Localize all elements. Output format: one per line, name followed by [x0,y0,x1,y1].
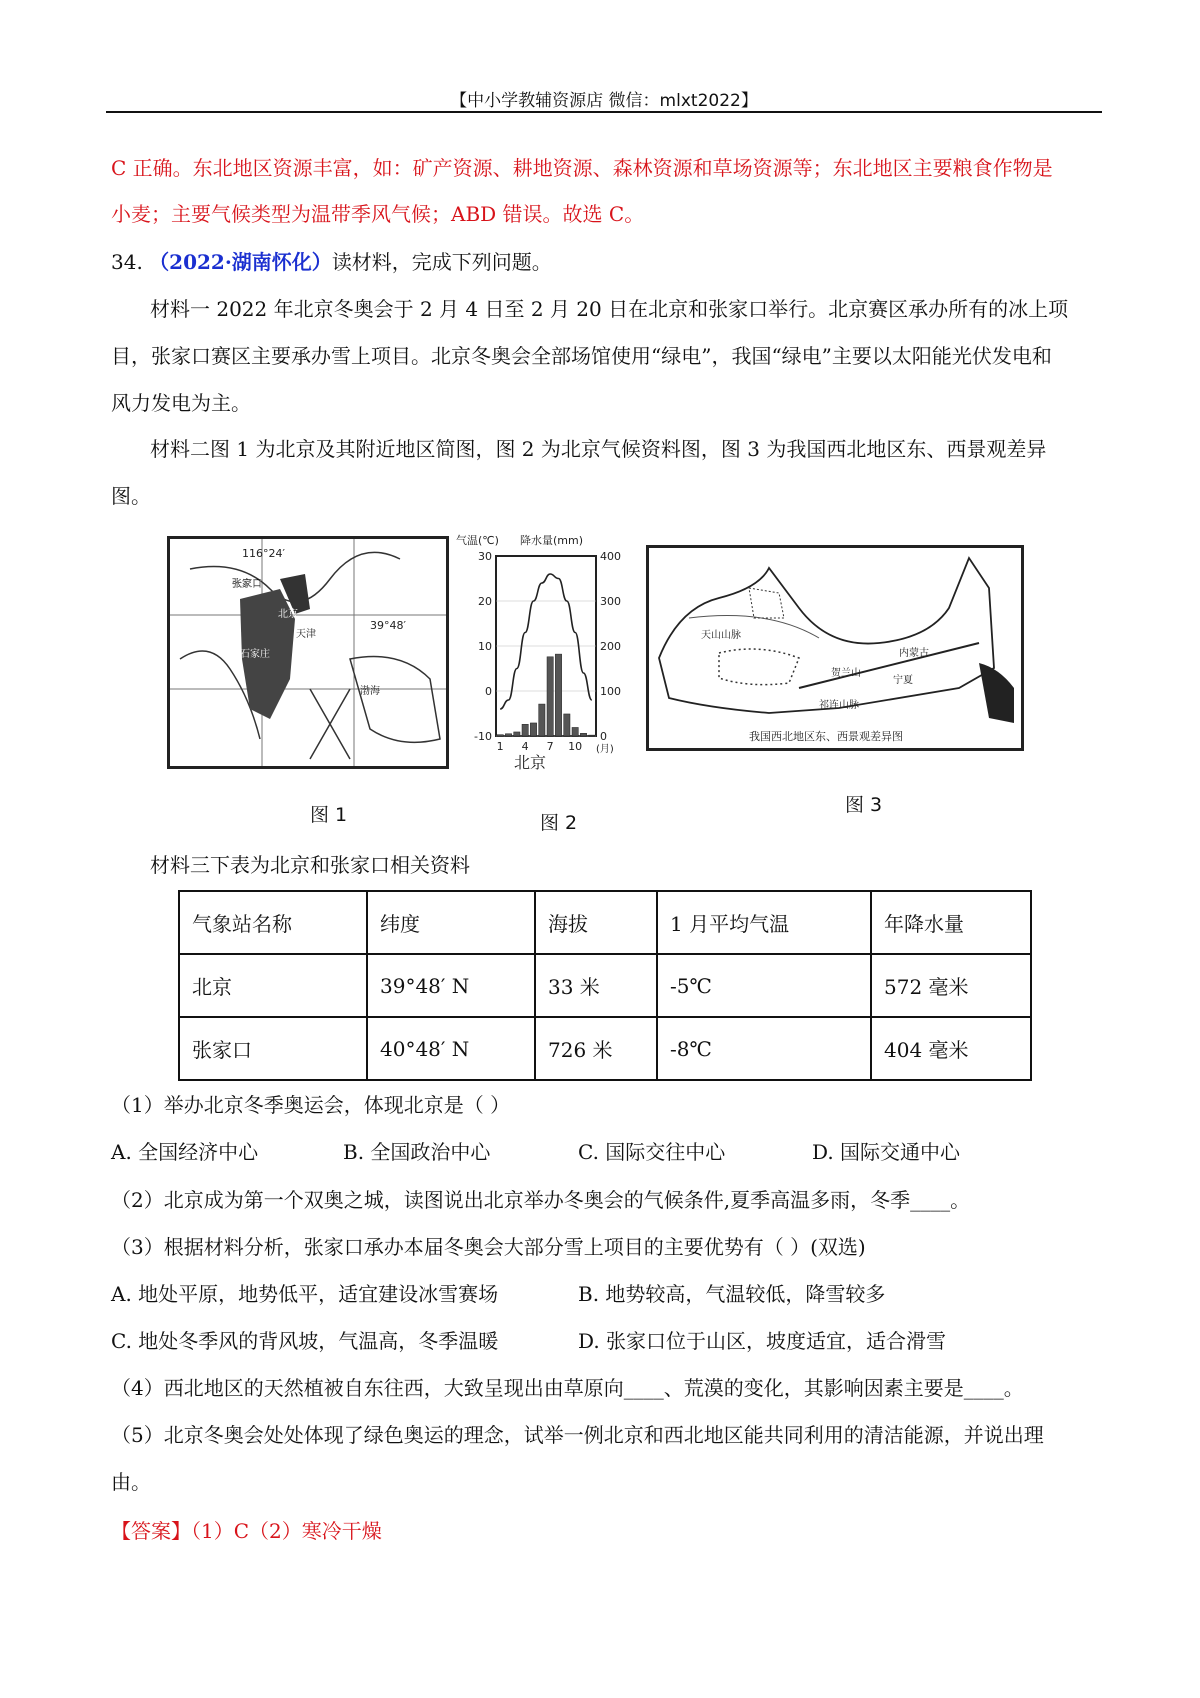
page-header: 【中小学教辅资源店 微信：mlxt2022】 [450,91,758,111]
precipitation-bar [589,735,595,736]
material3-intro: 材料三下表为北京和张家口相关资料 [150,853,470,877]
figure-3-map [646,545,1024,751]
chart-right-axis-title: 降水量(mm) [520,534,584,547]
table-header-cell: 年降水量 [871,891,1031,954]
chart-right-tick-label: 300 [600,595,621,608]
answer-text: （1）C（2）寒冷干燥 [191,1519,382,1543]
prev-answer-line-1: C 正确。东北地区资源丰富，如：矿产资源、耕地资源、森林资源和草场资源等；东北地区主要粮食作物是 [111,156,1053,180]
precipitation-bar [514,732,520,736]
climate-chart-svg [452,530,632,770]
chart-caption: 北京 [514,753,547,770]
precipitation-bar [580,733,586,736]
q1-option-c: C. 国际交往中心 [578,1140,726,1164]
chart-x-tick-label: 4 [521,740,529,753]
figure-3-place-2: 祁连山脉 [819,700,859,711]
precipitation-bar [497,735,503,736]
figure-3-label: 图 3 [845,794,883,816]
table-cell: -5℃ [657,954,871,1017]
figure-2-climate-chart [452,530,632,770]
answer-line [111,1516,382,1546]
table-cell: 726 米 [535,1017,657,1080]
chart-left-axis-title: 气温(℃) [456,534,499,547]
chart-x-tick-label: 7 [546,740,554,753]
precipitation-bar [505,734,511,736]
table-row [179,1017,1031,1080]
material1-line-1: 材料一 2022 年北京冬奥会于 2 月 4 日至 2 月 20 日在北京和张家口举行。北京赛区承办所有的冰上项 [150,297,1069,321]
chart-left-tick-label: -10 [474,730,492,743]
q2-text: （2）北京成为第一个双奥之城，读图说出北京举办冬奥会的气候条件,夏季高温多雨，冬季____。 [111,1188,971,1212]
answer-tag: 【答案】 [111,1519,191,1543]
q1-option-a: A. 全国经济中心 [111,1140,259,1164]
question-number: 34. [111,250,143,274]
q3-text: （3）根据材料分析，张家口承办本届冬奥会大部分雪上项目的主要优势有（ ）(双选) [111,1235,866,1259]
figure-1-place-2: 天津 [296,629,316,640]
chart-right-tick-label: 100 [600,685,621,698]
question-prompt: 读材料，完成下列问题。 [331,250,552,274]
chart-left-tick-label: 10 [478,640,492,653]
figure-3-place-4: 宁夏 [893,675,913,686]
q5-line-2: 由。 [111,1470,151,1494]
chart-right-tick-label: 0 [600,730,607,743]
question-heading [111,247,552,277]
chart-x-tick-label: 10 [568,740,583,753]
chart-right-tick-label: 200 [600,640,621,653]
q1-text: （1）举办北京冬季奥运会，体现北京是（ ） [111,1093,511,1117]
figure-1-place-3: 石家庄 [240,649,270,660]
figure-1-coord-latitude: 39°48′ [370,619,406,632]
precipitation-bar [522,724,528,736]
table-cell: 张家口 [179,1017,367,1080]
temperature-line [500,574,592,709]
table-cell: 40°48′ N [367,1017,535,1080]
material1-line-2: 目，张家口赛区主要承办雪上项目。北京冬奥会全部场馆使用“绿电”，我国“绿电”主要以太阳能光伏发电和 [111,344,1052,368]
chart-right-tick-label: 400 [600,550,621,563]
q3-option-b: B. 地势较高，气温较低，降雪较多 [578,1282,886,1306]
figure-1-map [167,536,449,769]
q1-option-b: B. 全国政治中心 [343,1140,491,1164]
table-cell: 33 米 [535,954,657,1017]
table-header-row [179,891,1031,954]
material1-line-3: 风力发电为主。 [111,391,251,415]
material2-line-1: 材料二图 1 为北京及其附近地区简图，图 2 为北京气候资料图，图 3 为我国西北地区东、西景观差异 [150,437,1047,461]
figure-3-caption: 我国西北地区东、西景观差异图 [749,730,903,743]
figure-2-label: 图 2 [540,812,578,834]
q3-option-c: C. 地处冬季风的背风坡，气温高，冬季温暖 [111,1329,499,1353]
precipitation-bar [547,657,553,736]
precipitation-bar [539,704,545,736]
precipitation-bar [572,727,578,736]
figure-1-map-drawing [170,539,446,766]
table-header-cell: 纬度 [367,891,535,954]
q3-option-a: A. 地处平原，地势低平，适宜建设冰雪赛场 [111,1282,499,1306]
table-header-cell: 海拔 [535,891,657,954]
figure-3-place-1: 贺兰山 [831,668,861,679]
table-header-cell: 气象站名称 [179,891,367,954]
figure-3-map-drawing [649,548,1021,748]
question-source: （2022·湖南怀化） [149,250,332,274]
table-header-cell: 1 月平均气温 [657,891,871,954]
chart-left-tick-label: 20 [478,595,492,608]
figure-3-place-3: 内蒙古 [899,648,929,659]
q5-line-1: （5）北京冬奥会处处体现了绿色奥运的理念，试举一例北京和西北地区能共同利用的清洁能源，并说出理 [111,1423,1044,1447]
precipitation-bar [530,723,536,736]
precipitation-bar [555,654,561,736]
station-data-table [178,890,1032,1081]
header-rule [106,111,1102,113]
chart-left-tick-label: 30 [478,550,492,563]
table-cell: 39°48′ N [367,954,535,1017]
table-cell: 572 毫米 [871,954,1031,1017]
figure-1-place-0: 张家口 [232,579,262,590]
q1-option-d: D. 国际交通中心 [812,1140,961,1164]
table-cell: 北京 [179,954,367,1017]
figure-1-place-4: 渤海 [360,686,380,697]
table-cell: -8℃ [657,1017,871,1080]
chart-x-tick-label: 1 [496,740,504,753]
q3-option-d: D. 张家口位于山区，坡度适宜，适合滑雪 [578,1329,947,1353]
figure-1-coord-longitude: 116°24′ [242,547,285,560]
q4-text: （4）西北地区的天然植被自东往西，大致呈现出由草原向____、荒漠的变化，其影响因素主要是____。 [111,1376,1024,1400]
chart-left-tick-label: 0 [485,685,492,698]
table-row [179,954,1031,1017]
figure-1-label: 图 1 [310,804,348,826]
material2-line-2: 图。 [111,484,151,508]
prev-answer-line-2: 小麦；主要气候类型为温带季风气候；ABD 错误。故选 C。 [111,202,645,226]
table-cell: 404 毫米 [871,1017,1031,1080]
figure-1-place-1: 北京 [278,609,298,620]
precipitation-bar [564,714,570,736]
figure-3-place-0: 天山山脉 [701,630,741,641]
chart-x-unit: (月) [596,744,614,755]
